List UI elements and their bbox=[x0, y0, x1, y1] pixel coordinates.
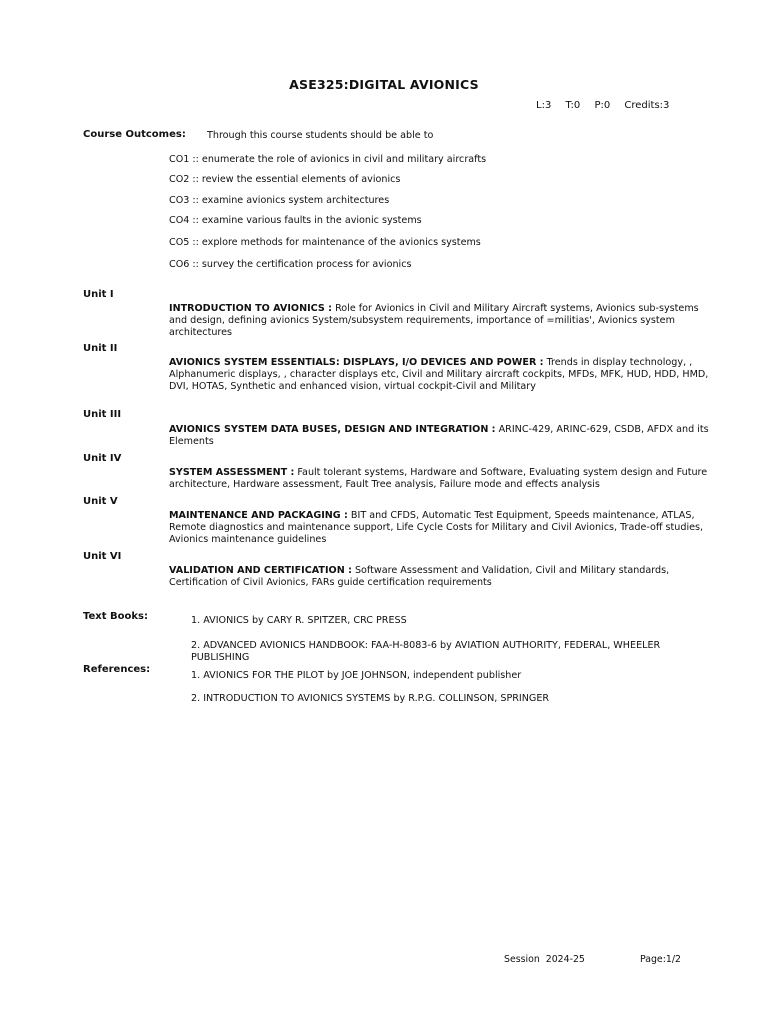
unit-topics: Trends in display technology, , Alphanumeric displays, , character displays etc, Civil and Military aircraft cockpits, MFDs, MFK, HUD, HDD, HMD, DVI, HOTAS, Synthetic and enhanced vision, virtual cockpit-Civil and Military bbox=[169, 357, 709, 393]
reference-item: 2. INTRODUCTION TO AVIONICS SYSTEMS by R.P.G. COLLINSON, SPRINGER bbox=[191, 693, 550, 704]
page-number: Page:1/2 bbox=[640, 954, 681, 965]
outcome-item: CO1 :: enumerate the role of avionics in civil and military aircrafts bbox=[169, 154, 487, 165]
lecture-hours: L:3 bbox=[536, 100, 552, 111]
unit-content bbox=[169, 467, 709, 491]
course-outcomes-label: Course Outcomes: bbox=[83, 129, 186, 140]
credits-value: Credits:3 bbox=[624, 100, 670, 111]
unit-heading: VALIDATION AND CERTIFICATION : bbox=[169, 565, 352, 576]
outcome-item: CO3 :: examine avionics system architectures bbox=[169, 195, 390, 206]
outcome-item: CO5 :: explore methods for maintenance of the avionics systems bbox=[169, 237, 481, 248]
unit-heading: AVIONICS SYSTEM DATA BUSES, DESIGN AND INTEGRATION : bbox=[169, 424, 496, 435]
unit-heading: AVIONICS SYSTEM ESSENTIALS: DISPLAYS, I/O DEVICES AND POWER : bbox=[169, 357, 544, 368]
unit-label: Unit I bbox=[83, 289, 114, 300]
outcome-item: CO4 :: examine various faults in the avionic systems bbox=[169, 215, 422, 226]
course-title: ASE325:DIGITAL AVIONICS bbox=[289, 77, 479, 92]
unit-topics: ARINC-429, ARINC-629, CSDB, AFDX and its Elements bbox=[169, 424, 709, 448]
outcome-item: CO6 :: survey the certification process for avionics bbox=[169, 259, 412, 270]
unit-heading: INTRODUCTION TO AVIONICS : bbox=[169, 303, 332, 314]
outcome-item: CO2 :: review the essential elements of avionics bbox=[169, 174, 401, 185]
unit-heading: SYSTEM ASSESSMENT : bbox=[169, 467, 295, 478]
unit-topics: Role for Avionics in Civil and Military Aircraft systems, Avionics sub-systems and design, defining avionics System/subsystem requirements, importance of =militias', Avionics system architectures bbox=[169, 303, 699, 339]
reference-item: 1. AVIONICS FOR THE PILOT by JOE JOHNSON, independent publisher bbox=[191, 670, 522, 681]
text-book-item: 2. ADVANCED AVIONICS HANDBOOK: FAA-H-8083-6 by AVIATION AUTHORITY, FEDERAL, WHEELER PUBLISHING bbox=[191, 640, 661, 664]
unit-content bbox=[169, 357, 709, 394]
unit-topics: Fault tolerant systems, Hardware and Software, Evaluating system design and Future architecture, Hardware assessment, Fault Tree analysis, Failure mode and effects analysis bbox=[169, 467, 708, 491]
unit-content bbox=[169, 424, 709, 448]
text-books-label: Text Books: bbox=[83, 611, 148, 622]
credit-structure bbox=[536, 100, 678, 111]
unit-label: Unit V bbox=[83, 496, 118, 507]
unit-content bbox=[169, 303, 709, 340]
practical-hours: P:0 bbox=[594, 100, 611, 111]
unit-label: Unit II bbox=[83, 343, 118, 354]
references-label: References: bbox=[83, 664, 151, 675]
unit-label: Unit IV bbox=[83, 453, 122, 464]
text-book-item: 1. AVIONICS by CARY R. SPITZER, CRC PRESS bbox=[191, 615, 407, 626]
unit-topics: BIT and CFDS, Automatic Test Equipment, Speeds maintenance, ATLAS, Remote diagnostics and maintenance support, Life Cycle Costs for Military and Civil Avionics, Trade-off studies, Avionics maintenance guidelines bbox=[169, 510, 704, 546]
unit-content bbox=[169, 565, 709, 589]
unit-label: Unit III bbox=[83, 409, 122, 420]
course-outcomes-intro: Through this course students should be able to bbox=[207, 130, 434, 141]
unit-label: Unit VI bbox=[83, 551, 122, 562]
session-label: Session 2024-25 bbox=[504, 954, 585, 965]
unit-content bbox=[169, 510, 709, 547]
unit-heading: MAINTENANCE AND PACKAGING : bbox=[169, 510, 348, 521]
tutorial-hours: T:0 bbox=[565, 100, 581, 111]
unit-topics: Software Assessment and Validation, Civil and Military standards, Certification of Civil Avionics, FARs guide certification requirements bbox=[169, 565, 670, 589]
